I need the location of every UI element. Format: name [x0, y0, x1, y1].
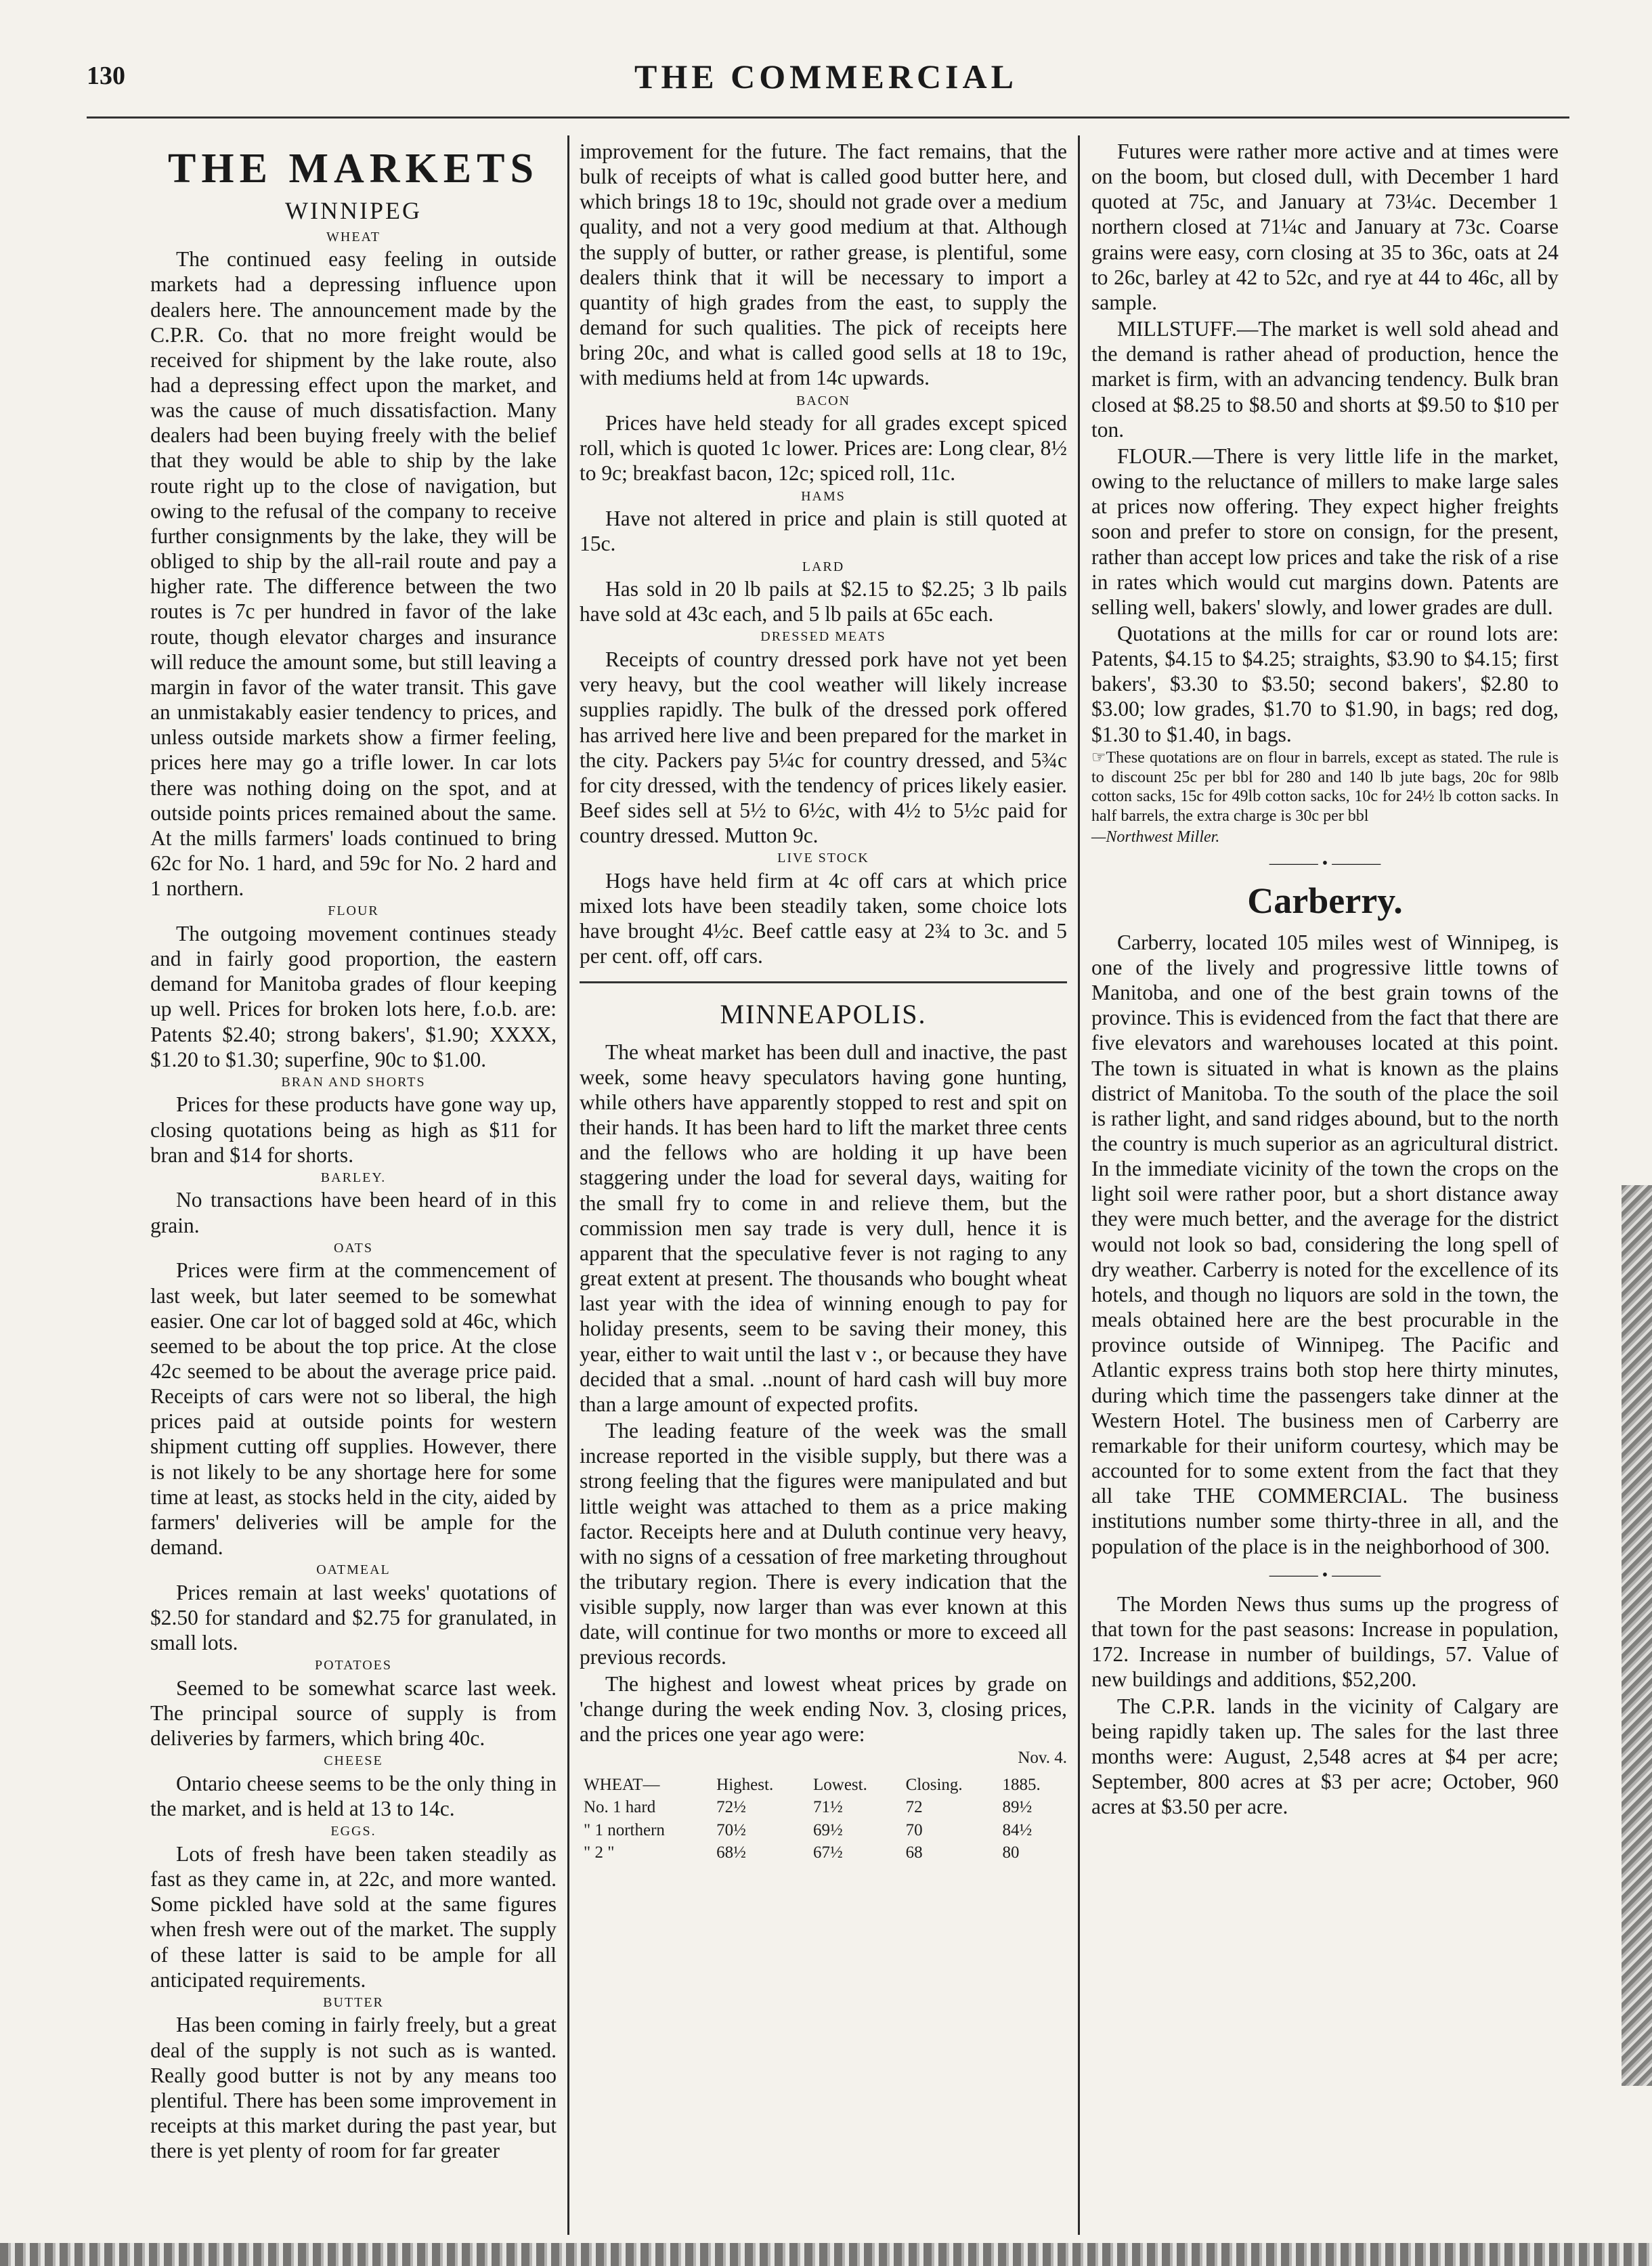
table-header: Highest.	[716, 1775, 774, 1794]
table-cell: 71½	[813, 1798, 843, 1817]
paragraph-minneapolis-1: The wheat market has been dull and inactive, the past week, some heavy speculators having gone hunting, while others have apparently stopped to rest and spit on their hands. It has been hard to lift the market three cents and the fellows who are holding it up have been staggering under the load for several days, waiting for the small fry to come in and relieve them, but the commission men say trade is very dull, hence it is apparent that the speculative fever is not raging to any great extent at present. The thousands who bought wheat last year with the idea of winning enough to pay for holiday presents, seem to be saving their money, this year, either to wait until the last v :, or because they have decided that a smal. ..nount of hard cash will buy more than a large amount of expected profits.	[580, 1040, 1067, 1416]
wheat-price-table	[580, 1774, 1067, 1864]
table-row	[580, 1796, 1067, 1819]
table-cell: 72½	[716, 1798, 746, 1817]
table-header: Closing.	[905, 1775, 963, 1794]
section-separator	[580, 981, 1067, 983]
table-header-row	[580, 1774, 1067, 1797]
table-cell: " 1 northern	[584, 1820, 665, 1839]
column-2	[580, 139, 1067, 1864]
heading-oats: OATS	[333, 1240, 373, 1256]
paragraph-cpr-lands: The C.P.R. lands in the vicinity of Calgary are being rapidly taken up. The sales for the last three months were: August, 2,548 acres at $4 per acre; September, 800 acres at $3 per acre; October, 960 acres at $3.50 per acre.	[1091, 1694, 1559, 1819]
paragraph-dressed-meats: Receipts of country dressed pork have not yet been very heavy, but the cool weather will likely increase supplies rapidly. The bulk of the dressed pork offered has arrived here live and been prepared for the market in the city. Packers pay 5¼c for country dressed, and 5¾c for city dressed, with the tendency of prices likely easier. Beef sides sell at 5½ to 6½c, with 4½ to 5½c paid for country dressed. Mutton 9c.	[580, 647, 1067, 848]
minneapolis-heading: MINNEAPOLIS.	[720, 998, 927, 1029]
carberry-heading: Carberry.	[1247, 880, 1403, 922]
paragraph-eggs: Lots of fresh have been taken steadily as fast as they came in, at 22c, and more wanted. Some pickled have sold at the same figures when fresh were out of the market. The supply of these latter is said to be ample for all anticipated requirements.	[150, 1841, 557, 1992]
column-divider-2	[1078, 135, 1080, 2235]
heading-flour: FLOUR	[328, 903, 379, 919]
heading-barley: BARLEY.	[320, 1170, 387, 1185]
paragraph-hams: Have not altered in price and plain is still quoted at 15c.	[580, 507, 1067, 556]
heading-hams: HAMS	[801, 488, 846, 504]
markets-title: THE MARKETS	[168, 146, 539, 192]
heading-cheese: CHEESE	[324, 1753, 383, 1769]
column-divider-1	[567, 135, 569, 2235]
paragraph-morden: The Morden News thus sums up the progress of that town for the past seasons: Increase in population, 172. Increase in number of buildings, 57. Value of new buildings and additions, $52,200.	[1091, 1591, 1559, 1692]
table-cell: 70	[905, 1820, 923, 1839]
column-3	[1091, 139, 1559, 1820]
paragraph-bacon: Prices have held steady for all grades except spiced roll, which is quoted 1c lower. Prices are: Long clear, 8½ to 9c; breakfast bacon, 12c; spiced roll, 11c.	[580, 411, 1067, 486]
heading-lard: LARD	[802, 559, 845, 574]
paragraph-potatoes: Seemed to be somewhat scarce last week. The principal source of supply is from deliveries by farmers, which bring 40c.	[150, 1675, 557, 1751]
table-cell: 84½	[1002, 1820, 1032, 1839]
heading-dressed-meats: DRESSED MEATS	[760, 629, 886, 645]
table-cell: 89½	[1002, 1798, 1032, 1817]
winnipeg-subtitle: WINNIPEG	[285, 197, 422, 225]
heading-potatoes: POTATOES	[314, 1658, 393, 1673]
table-header: WHEAT—	[584, 1775, 660, 1794]
paragraph-carberry: Carberry, located 105 miles west of Winnipeg, is one of the lively and progressive little towns of Manitoba, and one of the best grain towns of the province. This is evidenced from the fact that there are five elevators and warehouses located at this point. The town is situated in what is known as the plains district of Manitoba. To the south of the place the soil is rather light, and sand ridges abound, but to the north the country is much superior as an agricultural district. In the immediate vicinity of the town the crops on the light soil were rather poor, but a short distance away they were much better, and the average for the district would not look so bad, considering the long spell of dry weather. Carberry is noted for the excellence of its hotels, and though no liquors are sold in the town, the meals obtained here are the best procurable in the province outside of Winnipeg. The Pacific and Atlantic express trains both stop here thirty minutes, during which time the passengers take dinner at the Western Hotel. The business men of Carberry are remarkable for their uniform courtesy, which may be accounted for to some extent from the fact that they all take THE COMMERCIAL. The business institutions number some thirty-three in all, and the population of the place is in the neighborhood of 300.	[1091, 930, 1559, 1558]
heading-live-stock: LIVE STOCK	[777, 851, 869, 866]
table-cell: 72	[905, 1798, 923, 1817]
ornament-separator: ——— • ———	[1269, 1566, 1381, 1584]
ornament-separator: ——— • ———	[1269, 854, 1381, 872]
table-cell: " 2 "	[584, 1843, 615, 1862]
column-1	[150, 139, 557, 2164]
page-number: 130	[87, 62, 125, 90]
paragraph-quotations: Quotations at the mills for car or round lots are: Patents, $4.15 to $4.25; straights, $3.90 to $4.15; first bakers', $3.30 to $3.50; second bakers', $2.80 to $3.00; low grades, $1.70 to $1.90, in bags; red dog, $1.30 to $1.40, in bags.	[1091, 621, 1559, 746]
heading-bacon: BACON	[796, 393, 850, 408]
paragraph-live-stock: Hogs have held firm at 4c off cars at which price mixed lots have been steadily taken, some choice lots have brought 4½c. Beef cattle easy at 2¾ to 3c. and 5 per cent. off, off cars.	[580, 868, 1067, 968]
paragraph-millstuff: MILLSTUFF.—The market is well sold ahead and the demand is rather ahead of production, hence the market is firm, with an advancing tendency. Bulk bran closed at $8.25 to $8.50 and shorts at $9.50 to $10 per ton.	[1091, 317, 1559, 442]
masthead: THE COMMERCIAL	[634, 58, 1018, 95]
heading-bran: BRAN AND SHORTS	[281, 1074, 426, 1090]
table-cell: No. 1 hard	[584, 1798, 656, 1817]
paragraph-flour-market: FLOUR.—There is very little life in the market, owing to the reluctance of millers to make large sales at prices now offering. They expect higher freights soon and prefer to store on consign, for the present, rather than accept low prices and take the risk of a rise in rates which would cut margins down. Patents are selling well, bakers' slowly, and lower grades are dull.	[1091, 444, 1559, 619]
paragraph-bran: Prices for these products have gone way up, closing quotations being as high as $11 for bran and $14 for shorts.	[150, 1092, 557, 1167]
paragraph-barley: No transactions have been heard of in this grain.	[150, 1188, 557, 1237]
table-cell: 69½	[813, 1820, 843, 1839]
heading-oatmeal: OATMEAL	[316, 1562, 391, 1578]
heading-butter: BUTTER	[323, 1994, 384, 2010]
source-credit: —Northwest Miller.	[1091, 828, 1220, 846]
table-header: 1885.	[1002, 1775, 1041, 1794]
paragraph-cheese: Ontario cheese seems to be the only thing in the market, and is held at 13 to 14c.	[150, 1771, 557, 1821]
table-row	[580, 1841, 1067, 1864]
paragraph-wheat: The continued easy feeling in outside markets had a depressing influence upon dealers here. The announcement made by the C.P.R. Co. that no more freight would be received for shipment by the lake route, also had a depressing effect upon the market, and was the cause of much dissatisfaction. Many dealers had been buying freely with the belief that they would be able to ship by the lake route right up to the close of navigation, but owing to the refusal of the company to receive further consignments by the lake, they will be obliged to ship by the all-rail route and pay a higher rate. The difference between the two routes is 7c per hundred in favor of the lake route, though elevator charges and insurance will reduce the amount some, but still leaving a margin in favor of the water transit. This gave an unmistakably easier tendency to prices, and unless outside markets show a firmer feeling, prices here may go a trifle lower. In car lots there was nothing doing on the spot, and at outside points prices remained about the same. At the mills farmers' loads continued to bring 62c for No. 1 hard, and 59c for No. 2 hard and 1 northern.	[150, 247, 557, 901]
scan-edge-artifact	[1622, 1185, 1652, 2086]
heading-wheat: WHEAT	[326, 229, 381, 244]
table-cell: 80	[1002, 1843, 1020, 1862]
masthead-rule	[87, 116, 1569, 119]
table-cell: 68	[905, 1843, 923, 1862]
table-row	[580, 1819, 1067, 1842]
paragraph-butter: Has been coming in fairly freely, but a great deal of the supply is not such as is wanted. Really good butter is not by any means too plentiful. There has been some improvement in receipts at this market during the past year, but there is yet plenty of room for far greater	[150, 2013, 557, 2163]
table-cell: 67½	[813, 1843, 843, 1862]
table-cell: 70½	[716, 1820, 746, 1839]
heading-eggs: EGGS.	[330, 1824, 376, 1839]
table-cell: 68½	[716, 1843, 746, 1862]
paragraph-oats: Prices were firm at the commencement of last week, but later seemed to be somewhat easier. One car lot of bagged sold at 46c, which seemed to be about the top price. At the close 42c seemed to be about the average price paid. Receipts of cars were not so liberal, the high prices paid at outside points for western shipment cutting off supplies. However, there is not likely to be any shortage here for some time at least, as stocks held in the city, aided by farmers' deliveries will be ample for the demand.	[150, 1258, 557, 1560]
paragraph-flour: The outgoing movement continues steady and in fairly good proportion, the eastern demand for Manitoba grades of flour keeping up well. Prices for broken lots here, f.o.b. are: Patents $2.40; strong bakers', $1.90; XXXX, $1.20 to $1.30; superfine, 90c to $1.00.	[150, 921, 557, 1071]
price-table-year: Nov. 4.	[1018, 1749, 1067, 1768]
paragraph-lard: Has sold in 20 lb pails at $2.15 to $2.25; 3 lb pails have sold at 43c each, and 5 lb pails at 65c each.	[580, 577, 1067, 626]
paragraph-minneapolis-2: The leading feature of the week was the small increase reported in the visible supply, but there was a strong feeling that the figures were manipulated and but little weight was attached to them as a price making factor. Receipts here and at Duluth continue very heavy, with no signs of a cessation of free marketing throughout the tributary region. There is every indication that the visible supply, now larger than was ever known at this date, will continue for two months or more to exceed all previous records.	[580, 1419, 1067, 1669]
paragraph-minneapolis-3: The highest and lowest wheat prices by grade on 'change during the week ending Nov. 3, closing prices, and the prices one year ago were:	[580, 1671, 1067, 1746]
scan-footer-artifact	[0, 2243, 1652, 2266]
paragraph-oatmeal: Prices remain at last weeks' quotations of $2.50 for standard and $2.75 for granulated, in small lots.	[150, 1580, 557, 1655]
paragraph-butter-continued: improvement for the future. The fact remains, that the bulk of receipts of what is called good butter here, and which brings 18 to 19c, should not grade over a medium quality, and not a very good medium at that. Although the supply of butter, or rather grease, is plentiful, some dealers think that it will be necessary to import a quantity of high grades from the east, to supply the demand for such qualities. The pick of receipts here bring 20c, and what is called good sells at 18 to 19c, with mediums held at from 14c upwards.	[580, 140, 1067, 390]
footnote-quotations: ☞These quotations are on flour in barrels, except as stated. The rule is to discount 25c per bbl for 280 and 140 lb jute bags, 20c for 98lb cotton sacks, 15c for 49lb cotton sacks, 10c for 24½ lb cotton sacks. In half barrels, the extra charge is 30c per bbl	[1091, 748, 1559, 826]
paragraph-futures: Futures were rather more active and at times were on the boom, but closed dull, with December 1 hard quoted at 75c, and January at 73¼c. December 1 northern closed at 71¼c and January at 73c. Coarse grains were easy, corn closing at 35 to 36c, oats at 24 to 26c, barley at 42 to 52c, and rye at 44 to 46c, all by sample.	[1091, 140, 1559, 314]
table-header: Lowest.	[813, 1775, 867, 1794]
